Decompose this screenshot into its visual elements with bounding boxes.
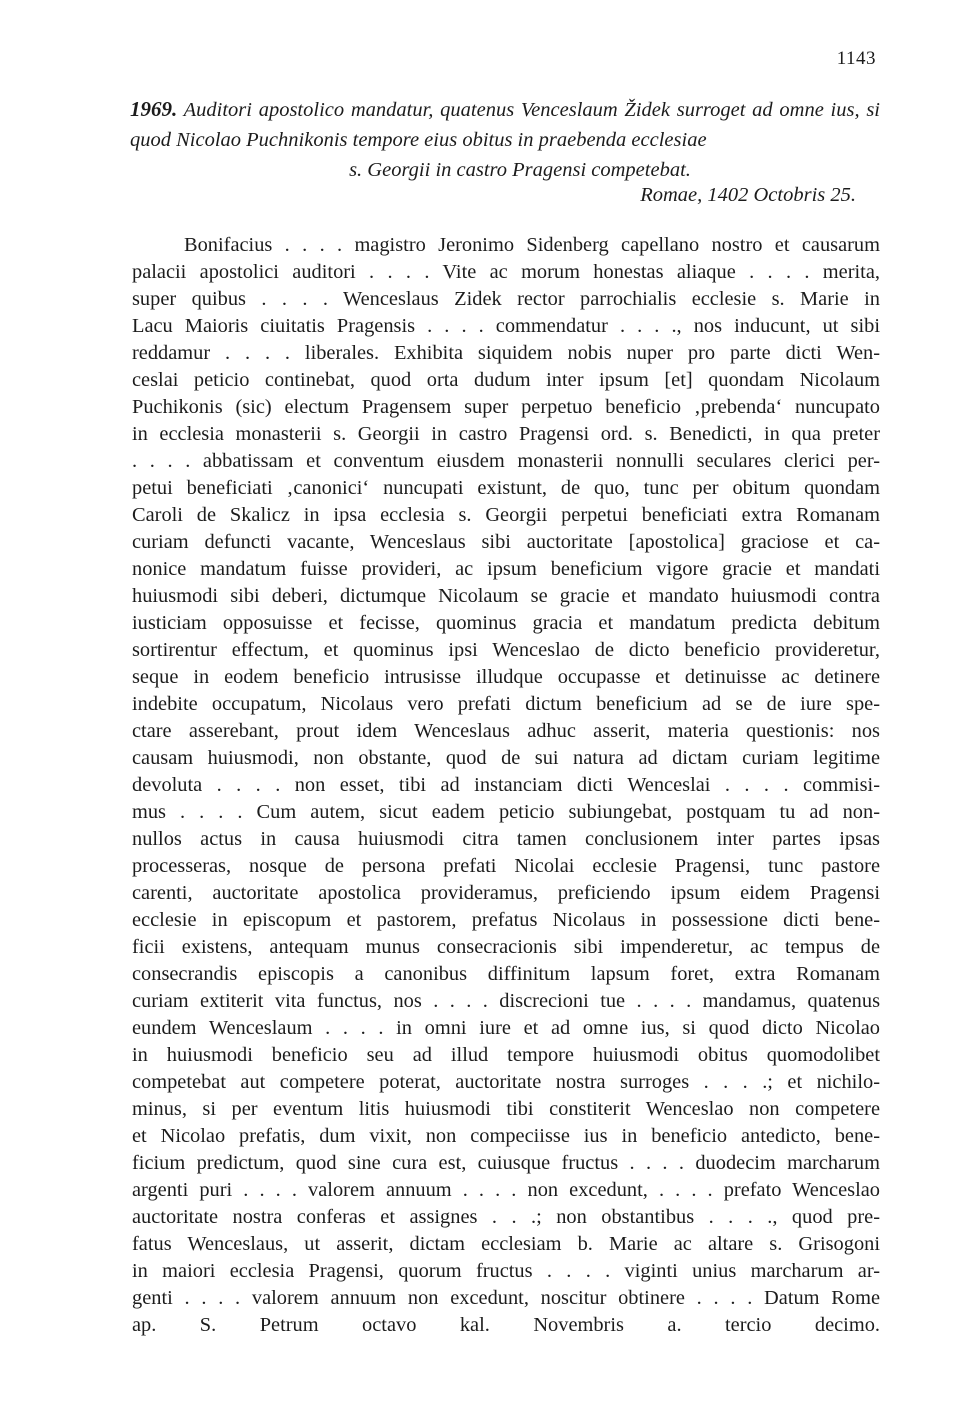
body-line [132,1339,880,1366]
body-line: ecclesie in episcopum et pastorem, prefatus Nicolaus in possessione dicti bene- [132,909,880,931]
body-line: devoluta . . . . non esset, tibi ad instanciam dicti Wenceslai . . . . commisi- [132,774,880,796]
body-line: ap. S. Petrum octavo kal. Novembris a. tercio decimo. [132,1314,880,1336]
body-line: auctoritate nostra conferas et assignes . . .; non obstantibus . . . ., quod pre- [132,1206,880,1228]
body-line: petui beneficiati ‚canonici‘ nuncupati existunt, de quo, tunc per obitum quondam [132,477,880,499]
body-line: iusticiam opposuisse et fecisse, quominus gracia et mandatum predicta debitum [132,612,880,634]
body-line: ceslai peticio continebat, quod orta dudum inter ipsum [et] quondam Nicolaum [132,369,880,391]
body-line: seque in eodem beneficio intrusisse illudque occupasse et detinuisse ac detinere [132,666,880,688]
body-line: eundem Wenceslaum . . . . in omni iure et ad omne ius, si quod dicto Nicolao [132,1017,880,1039]
body-line: processeras, nosque de persona prefati Nicolai ecclesie Pragensi, tunc pastore [132,855,880,877]
page-number: 1143 [836,48,876,69]
body-line: palacii apostolici auditori . . . . Vite ac morum honestas aliaque . . . . merita, [132,261,880,283]
body-line: et Nicolao prefatis, dum vixit, non compeciisse ius in beneficio antedicto, bene- [132,1125,880,1147]
body-line: fatus Wenceslaus, ut asserit, dictam ecclesiam b. Marie ac altare s. Grisogoni [132,1233,880,1255]
body-line: causam huiusmodi, non obstante, quod de sui natura ad dictam curiam legitime [132,747,880,769]
body-line: in ecclesia monasterii s. Georgii in castro Pragensi ord. s. Benedicti, in qua preter [132,423,880,445]
body-line: curiam extiterit vita functus, nos . . . . discrecioni tue . . . . mandamus, quatenus [132,990,880,1012]
entry-summary: Auditori apostolico mandatur, quatenus Venceslaum Židek surroget ad omne ius, si quod Nicolao Puchnikonis tempore eius obitus in praebenda ecclesiae [130,99,880,151]
body-line: competebat aut competere poterat, auctoritate nostra surroges . . . .; et nichilo- [132,1071,880,1093]
entry-summary-end: s. Georgii in castro Pragensi competebat. [349,159,691,181]
body-line: mus . . . . Cum autem, sicut eadem peticio subiungebat, postquam tu ad non- [132,801,880,823]
entry-heading [130,94,880,185]
body-line: nonice mandatum fuisse provideri, ac ipsum beneficium vigore gracie et mandati [132,558,880,580]
body-line: ficium predictum, quod sine cura est, cuiusque fructus . . . . duodecim marcharum [132,1152,880,1174]
body-line: argenti puri . . . . valorem annuum . . . . non excedunt, . . . . prefato Wenceslao [132,1179,880,1201]
body-line: Lacu Maioris ciuitatis Pragensis . . . . commendatur . . . ., nos inducunt, ut sibi [132,315,880,337]
body-line: Puchikonis (sic) electum Pragensem super perpetuo beneficio ‚prebenda‘ nuncupato [132,396,880,418]
body-line: consecrandis episcopis a canonibus diffinitum lapsum foret, extra Romanam [132,963,880,985]
dateline: Romae, 1402 Octobris 25. [640,184,856,206]
entry-number: 1969. [130,97,178,121]
body-line: reddamur . . . . liberales. Exhibita siquidem nobis nuper pro parte dicti Wen- [132,342,880,364]
document-body [132,232,880,1366]
body-line: super quibus . . . . Wenceslaus Zidek rector parrochialis ecclesie s. Marie in [132,288,880,310]
body-line: nullos actus in causa huiusmodi citra tamen conclusionem inter partes ipsas [132,828,880,850]
body-line: minus, si per eventum litis huiusmodi tibi constiterit Wenceslao non competere [132,1098,880,1120]
body-line: ctare asserebant, prout idem Wenceslaus adhuc asserit, materia questionis: nos [132,720,880,742]
body-line: in maiori ecclesia Pragensi, quorum fructus . . . . viginti unius marcharum ar- [132,1260,880,1282]
body-line: ficii existens, antequam munus consecracionis sibi impenderetur, ac tempus de [132,936,880,958]
body-line: carenti, auctoritate apostolica provideramus, preficiendo ipsum eidem Pragensi [132,882,880,904]
body-line: indebite occupatum, Nicolaus vero prefati dictum beneficium ad se de iure spe- [132,693,880,715]
body-line: . . . . abbatissam et conventum eiusdem monasterii nonnulli seculares clerici per- [132,450,880,472]
body-line: Bonifacius . . . . magistro Jeronimo Sidenberg capellano nostro et causarum [184,234,880,256]
body-line: Caroli de Skalicz in ipsa ecclesia s. Georgii perpetui beneficiati extra Romanam [132,504,880,526]
body-line: genti . . . . valorem annuum non excedunt, noscitur obtinere . . . . Datum Rome [132,1287,880,1309]
body-line: huiusmodi sibi deberi, dictumque Nicolaum se gracie et mandato huiusmodi contra [132,585,880,607]
body-line: in huiusmodi beneficio seu ad illud tempore huiusmodi obitus quomodolibet [132,1044,880,1066]
body-line: curiam defuncti vacante, Wenceslaus sibi auctoritate [apostolica] graciose et ca- [132,531,880,553]
body-line: sortirentur effectum, et quominus ipsi Wenceslao de dicto beneficio provideretur, [132,639,880,661]
